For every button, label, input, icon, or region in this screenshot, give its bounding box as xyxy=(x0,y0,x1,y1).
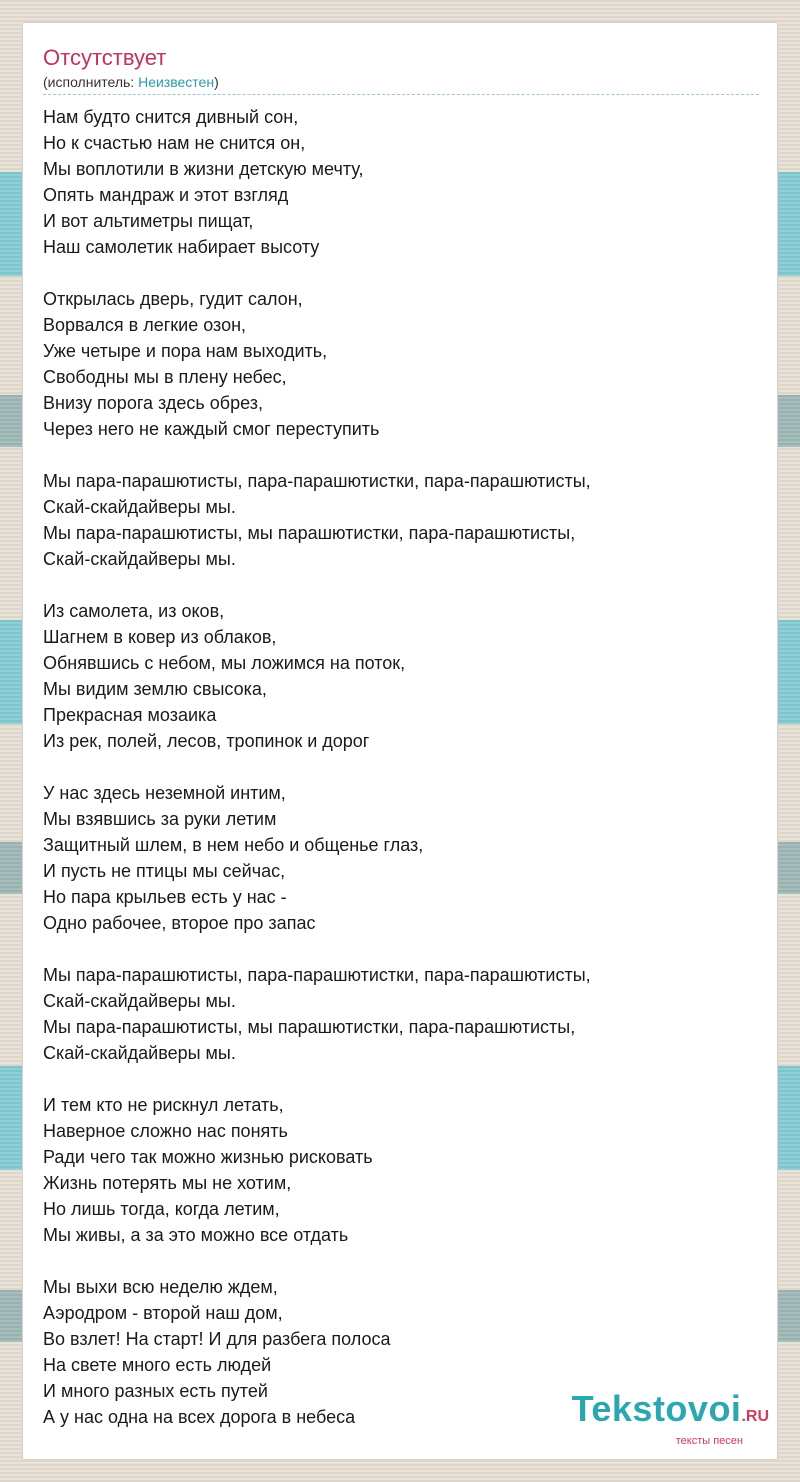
lyric-line: Ради чего так можно жизнью рисковать xyxy=(43,1147,373,1167)
lyrics-stanza xyxy=(43,104,759,260)
lyric-line: Из рек, полей, лесов, тропинок и дорог xyxy=(43,731,370,751)
lyrics-chorus xyxy=(43,468,759,572)
lyric-line: Мы пара-парашютисты, пара-парашютистки, пара-парашютисты, xyxy=(43,965,591,985)
lyric-line: Мы воплотили в жизни детскую мечту, xyxy=(43,159,364,179)
lyric-line: И много разных есть путей xyxy=(43,1381,268,1401)
lyric-line: И тем кто не рискнул летать, xyxy=(43,1095,284,1115)
lyric-line: А у нас одна на всех дорога в небеса xyxy=(43,1407,356,1427)
logo-text: Tekstovoi xyxy=(571,1388,742,1429)
lyric-line: Скай-скайдайверы мы. xyxy=(43,497,236,517)
lyric-line: Скай-скайдайверы мы. xyxy=(43,549,236,569)
lyric-line: Во взлет! На старт! И для разбега полоса xyxy=(43,1329,391,1349)
artist-suffix: ) xyxy=(214,74,219,90)
artist-link[interactable]: Неизвестен xyxy=(138,74,215,90)
lyrics-stanza xyxy=(43,780,759,936)
lyrics-body xyxy=(43,104,759,1456)
title-divider xyxy=(43,94,759,95)
lyric-line: Шагнем в ковер из облаков, xyxy=(43,627,277,647)
lyric-line: Но пара крыльев есть у нас - xyxy=(43,887,287,907)
lyric-line: И пусть не птицы мы сейчас, xyxy=(43,861,286,881)
lyric-line: Мы пара-парашютисты, мы парашютистки, пара-парашютисты, xyxy=(43,1017,576,1037)
lyric-line: Наверное сложно нас понять xyxy=(43,1121,288,1141)
lyric-line: Но лишь тогда, когда летим, xyxy=(43,1199,280,1219)
lyric-line: Одно рабочее, второе про запас xyxy=(43,913,316,933)
lyric-line: И вот альтиметры пищат, xyxy=(43,211,254,231)
lyric-line: Аэродром - второй наш дом, xyxy=(43,1303,283,1323)
lyric-line: Мы пара-парашютисты, мы парашютистки, пара-парашютисты, xyxy=(43,523,576,543)
lyric-line: Мы выхи всю неделю ждем, xyxy=(43,1277,278,1297)
lyric-line: Мы живы, а за это можно все отдать xyxy=(43,1225,349,1245)
lyric-line: Свободны мы в плену небес, xyxy=(43,367,287,387)
lyrics-stanza xyxy=(43,598,759,754)
lyric-line: Мы пара-парашютисты, пара-парашютистки, пара-парашютисты, xyxy=(43,471,591,491)
lyric-line: Скай-скайдайверы мы. xyxy=(43,1043,236,1063)
lyric-line: Обнявшись с небом, мы ложимся на поток, xyxy=(43,653,406,673)
site-logo[interactable] xyxy=(559,1388,769,1447)
lyric-line: Внизу порога здесь обрез, xyxy=(43,393,263,413)
song-title: Отсутствует xyxy=(43,45,167,70)
lyric-line: Мы взявшись за руки летим xyxy=(43,809,277,829)
lyric-line: Скай-скайдайверы мы. xyxy=(43,991,236,1011)
lyric-line: Уже четыре и пора нам выходить, xyxy=(43,341,328,361)
lyric-line: На свете много есть людей xyxy=(43,1355,272,1375)
artist-prefix: (исполнитель: xyxy=(43,74,139,90)
lyrics-stanza xyxy=(43,286,759,442)
lyrics-stanza xyxy=(43,1092,759,1248)
lyric-line: Прекрасная мозаика xyxy=(43,705,217,725)
artist-line xyxy=(43,74,219,90)
lyric-line: Но к счастью нам не снится он, xyxy=(43,133,306,153)
lyric-line: Мы видим землю свысока, xyxy=(43,679,267,699)
logo-wordmark xyxy=(559,1388,769,1435)
lyric-line: Опять мандраж и этот взгляд xyxy=(43,185,289,205)
lyric-line: Наш самолетик набирает высоту xyxy=(43,237,320,257)
lyric-line: Из самолета, из оков, xyxy=(43,601,225,621)
lyric-line: У нас здесь неземной интим, xyxy=(43,783,286,803)
lyric-line: Открылась дверь, гудит салон, xyxy=(43,289,303,309)
lyric-line: Жизнь потерять мы не хотим, xyxy=(43,1173,292,1193)
lyrics-chorus xyxy=(43,962,759,1066)
logo-tagline: тексты песен xyxy=(675,1435,743,1447)
lyric-line: Нам будто снится дивный сон, xyxy=(43,107,299,127)
lyrics-card xyxy=(22,22,778,1460)
logo-domain: .RU xyxy=(741,1408,769,1425)
lyric-line: Защитный шлем, в нем небо и общенье глаз, xyxy=(43,835,424,855)
lyric-line: Ворвался в легкие озон, xyxy=(43,315,247,335)
lyric-line: Через него не каждый смог переступить xyxy=(43,419,380,439)
